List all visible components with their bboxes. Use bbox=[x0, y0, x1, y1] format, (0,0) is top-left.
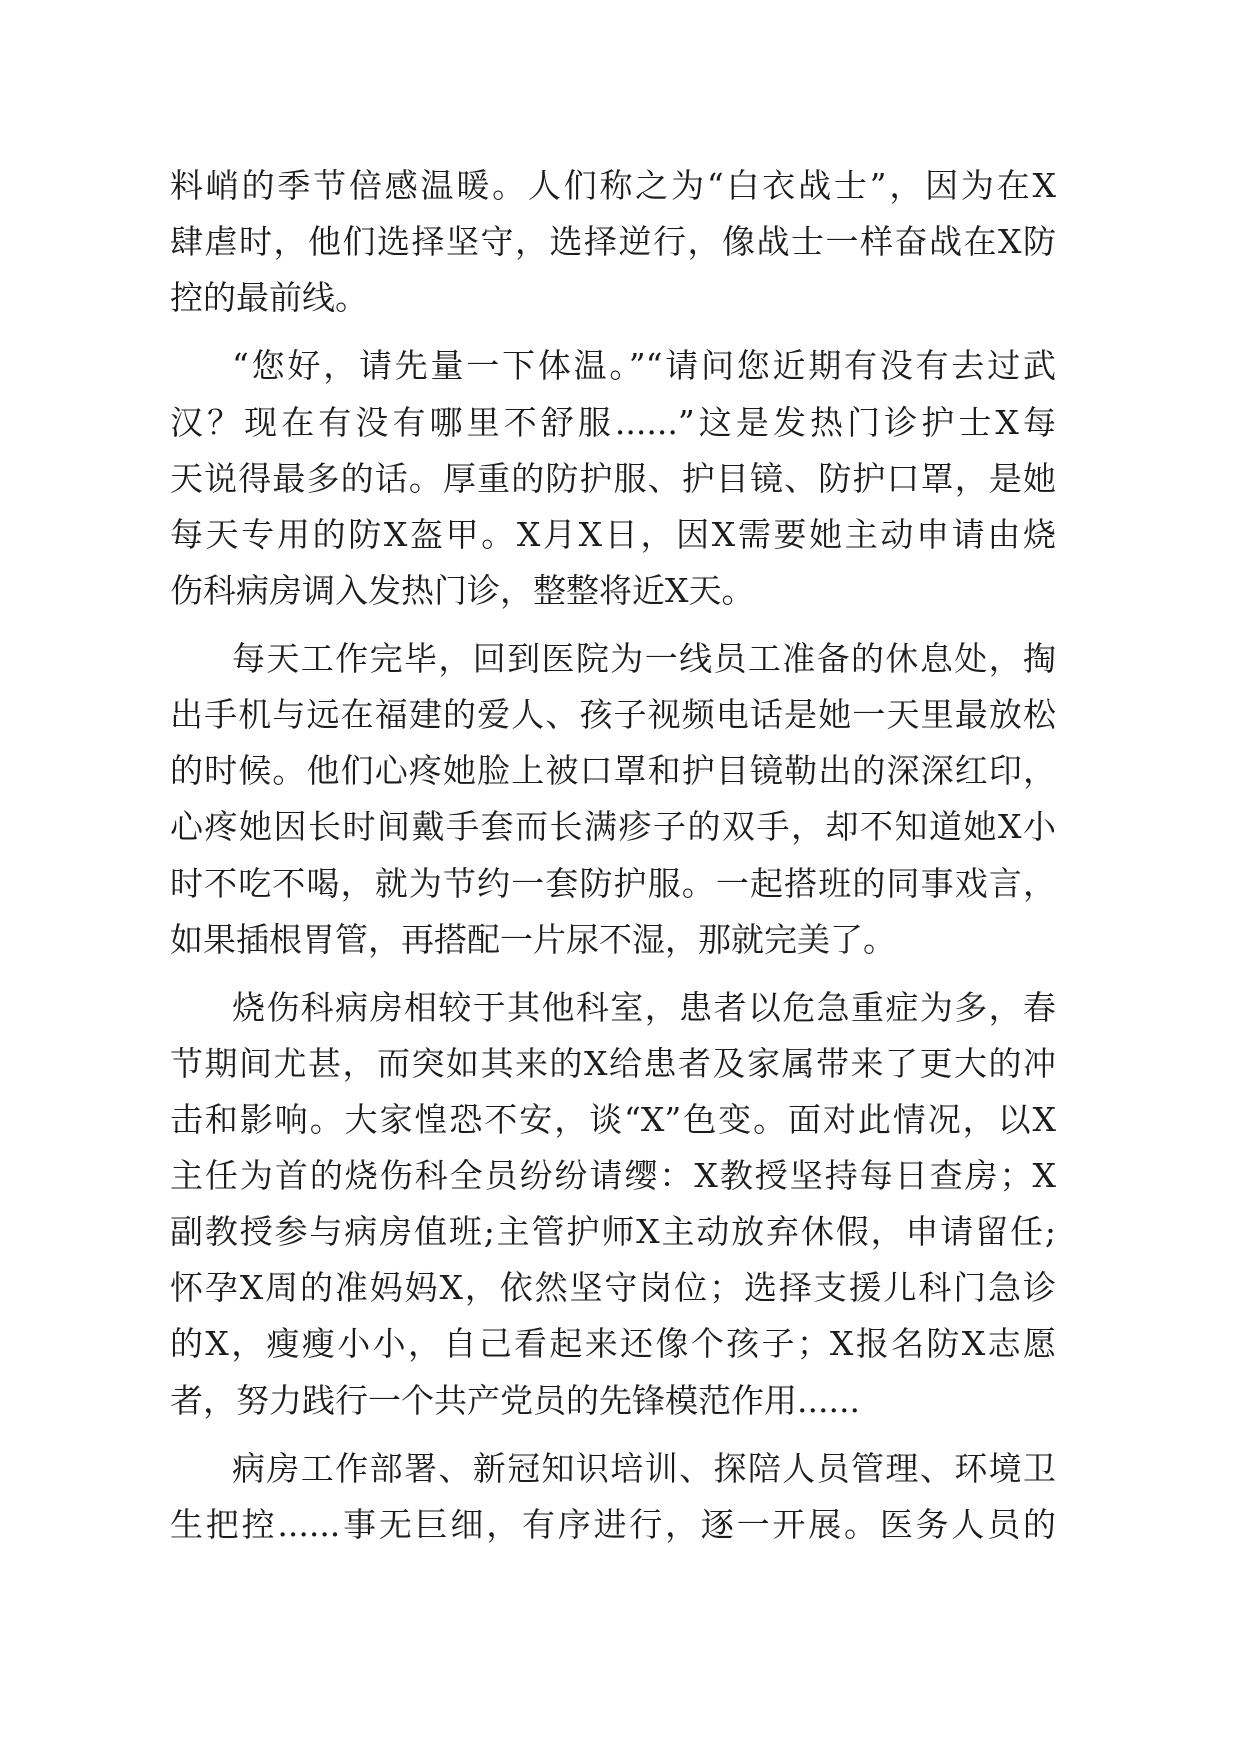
text-line: 者，努力践行一个共产党员的先锋模范作用...... bbox=[170, 1380, 860, 1420]
text-line: 击和影响。大家惶恐不安，谈“X”色变。面对此情况，以X bbox=[170, 1100, 1056, 1140]
paragraph bbox=[170, 980, 1056, 1429]
text-line: 生把控......事无巨细，有序进行，逐一开展。医务人员的 bbox=[170, 1504, 1056, 1544]
text-line: 如果插根胃管，再搭配一片尿不湿，那就完美了。 bbox=[170, 919, 896, 959]
text-line: 节期间尤甚，而突如其来的X给患者及家属带来了更大的冲 bbox=[170, 1043, 1056, 1083]
text-line: 控的最前线。 bbox=[170, 278, 368, 318]
paragraph bbox=[170, 338, 1056, 618]
text-line: 副教授参与病房值班;主管护师X主动放弃休假，申请留任; bbox=[170, 1212, 1056, 1252]
text-line: 出手机与远在福建的爱人、孩子视频电话是她一天里最放松 bbox=[170, 695, 1056, 735]
text-line: 心疼她因长时间戴手套而长满疹子的双手，却不知道她X小 bbox=[170, 807, 1056, 847]
paragraph bbox=[170, 631, 1056, 968]
text-line: 汉？现在有没有哪里不舒服......”这是发热门诊护士X每 bbox=[170, 402, 1056, 442]
text-line: 病房工作部署、新冠知识培训、探陪人员管理、环境卫 bbox=[232, 1448, 1056, 1488]
text-line: 主任为首的烧伤科全员纷纷请缨：X教授坚持每日查房；X bbox=[170, 1156, 1056, 1196]
text-line: 天说得最多的话。厚重的防护服、护目镜、防护口罩，是她 bbox=[170, 458, 1056, 498]
text-line: 每天工作完毕，回到医院为一线员工准备的休息处，掏 bbox=[232, 639, 1056, 679]
text-line: 的时候。他们心疼她脸上被口罩和护目镜勒出的深深红印， bbox=[170, 751, 1056, 791]
paragraph bbox=[170, 158, 1056, 326]
text-line: 肆虐时，他们选择坚守，选择逆行，像战士一样奋战在X防 bbox=[170, 222, 1056, 262]
text-line: 怀孕X周的准妈妈X，依然坚守岗位；选择支援儿科门急诊 bbox=[170, 1268, 1056, 1308]
text-line: 每天专用的防X盔甲。X月X日，因X需要她主动申请由烧 bbox=[170, 514, 1056, 554]
text-line: 时不吃不喝，就为节约一套防护服。一起搭班的同事戏言， bbox=[170, 863, 1056, 903]
text-line: 的X，瘦瘦小小，自己看起来还像个孩子；X报名防X志愿 bbox=[170, 1324, 1056, 1364]
text-line: 料峭的季节倍感温暖。人们称之为“白衣战士”，因为在X bbox=[170, 166, 1056, 205]
text-line: 烧伤科病房相较于其他科室，患者以危急重症为多，春 bbox=[232, 987, 1056, 1027]
text-line: 伤科病房调入发热门诊，整整将近X天。 bbox=[170, 570, 755, 610]
document-body bbox=[170, 158, 1056, 1553]
text-line: “您好，请先量一下体温。”“请问您近期有没有去过武 bbox=[232, 346, 1056, 386]
paragraph bbox=[170, 1441, 1056, 1553]
